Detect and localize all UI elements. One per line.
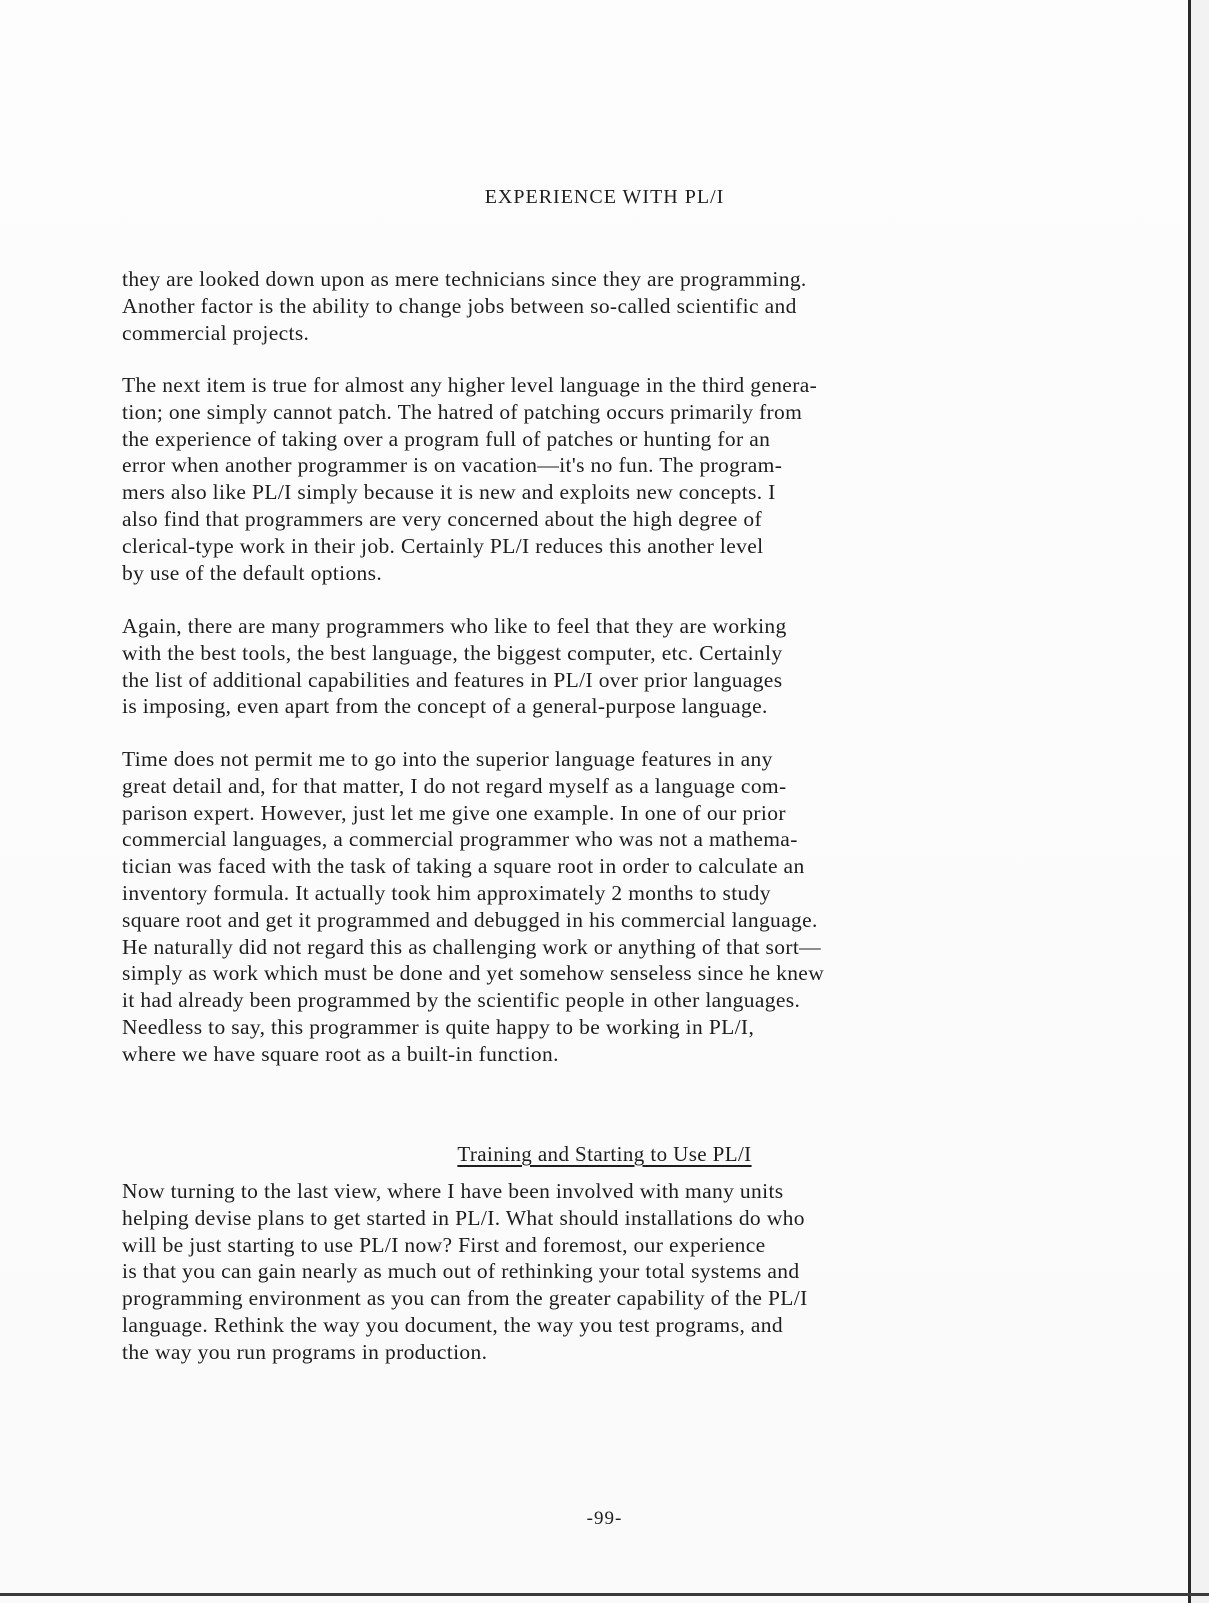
paragraph-4 — [122, 746, 1062, 1068]
text-line: simply as work which must be done and yet somehow senseless since he knew — [122, 961, 825, 986]
text-line: error when another programmer is on vacation—it's no fun. The program- — [122, 453, 783, 478]
text-line: inventory formula. It actually took him approximately 2 months to study — [122, 880, 771, 905]
text-line: language. Rethink the way you document, the way you test programs, and — [122, 1312, 783, 1337]
text-line: clerical-type work in their job. Certainly PL/I reduces this another level — [122, 533, 764, 558]
page-number: -99- — [586, 1508, 623, 1529]
section-heading-text: Training and Starting to Use PL/I — [457, 1142, 752, 1166]
text-line: He naturally did not regard this as challenging work or anything of that sort— — [122, 934, 822, 959]
paragraph-1 — [122, 266, 1062, 346]
text-line: Again, there are many programmers who like to feel that they are working — [122, 614, 787, 638]
text-line: Time does not permit me to go into the superior language features in any — [122, 747, 773, 771]
text-line: mers also like PL/I simply because it is new and exploits new concepts. I — [122, 480, 776, 505]
text-line: is that you can gain nearly as much out of rethinking your total systems and — [122, 1259, 800, 1284]
text-line: Another factor is the ability to change jobs between so-called scientific and — [122, 293, 797, 318]
scan-bottom-edge — [0, 1593, 1209, 1596]
text-line: by use of the default options. — [122, 560, 383, 585]
text-line: the way you run programs in production. — [122, 1339, 488, 1364]
text-line: is imposing, even apart from the concept of a general-purpose language. — [122, 694, 768, 719]
text-line: will be just starting to use PL/I now? First and foremost, our experience — [122, 1232, 766, 1257]
section-heading — [0, 1142, 1209, 1167]
text-line: The next item is true for almost any higher level language in the third genera- — [122, 373, 818, 397]
paragraph-5 — [122, 1178, 1062, 1366]
text-line: the list of additional capabilities and features in PL/I over prior languages — [122, 667, 783, 692]
text-line: parison expert. However, just let me give one example. In one of our prior — [122, 800, 786, 825]
text-line: also find that programmers are very concerned about the high degree of — [122, 506, 762, 531]
text-line: Now turning to the last view, where I have been involved with many units — [122, 1179, 784, 1203]
text-line: tion; one simply cannot patch. The hatred of patching occurs primarily from — [122, 399, 803, 424]
text-line: programming environment as you can from the greater capability of the PL/I — [122, 1286, 808, 1311]
paragraph-3 — [122, 613, 1062, 720]
text-line: Needless to say, this programmer is quite happy to be working in PL/I, — [122, 1014, 755, 1039]
text-line: they are looked down upon as mere technicians since they are programming. — [122, 267, 807, 291]
paragraph-2 — [122, 372, 1062, 586]
text-line: square root and get it programmed and debugged in his commercial language. — [122, 907, 818, 932]
text-line: it had already been programmed by the scientific people in other languages. — [122, 988, 801, 1013]
running-head: EXPERIENCE WITH PL/I — [484, 186, 725, 208]
text-line: where we have square root as a built-in function. — [122, 1041, 559, 1066]
scan-right-margin — [1191, 0, 1209, 1603]
text-line: commercial projects. — [122, 320, 310, 345]
text-line: with the best tools, the best language, the biggest computer, etc. Certainly — [122, 640, 783, 665]
text-line: helping devise plans to get started in PL/I. What should installations do who — [122, 1205, 805, 1230]
text-line: tician was faced with the task of taking a square root in order to calculate an — [122, 854, 805, 879]
text-line: the experience of taking over a program full of patches or hunting for an — [122, 426, 771, 451]
text-line: commercial languages, a commercial programmer who was not a mathema- — [122, 827, 798, 852]
text-line: great detail and, for that matter, I do not regard myself as a language com- — [122, 773, 787, 798]
